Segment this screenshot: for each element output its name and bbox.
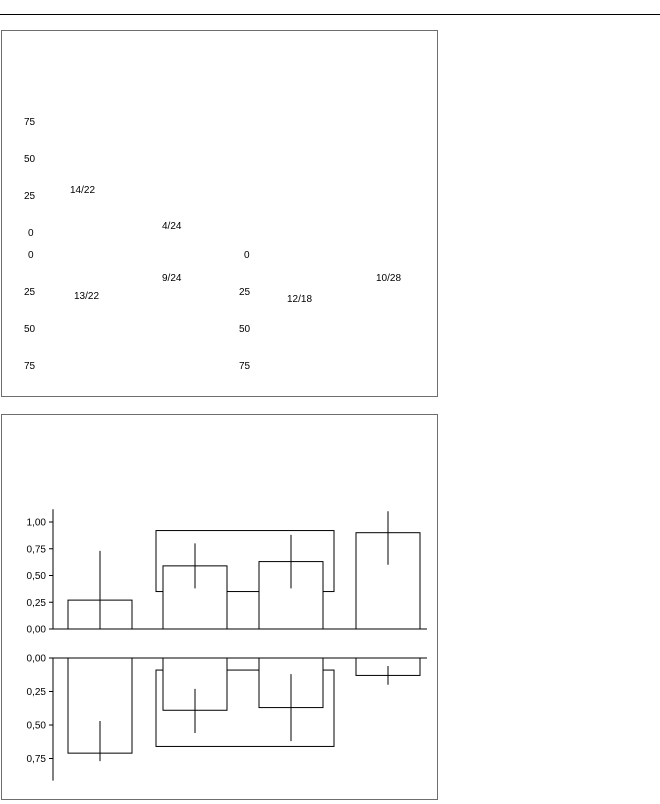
count-label: 10/28 (376, 273, 402, 284)
middle-axis-tick: 25 (239, 287, 251, 298)
middle-axis-tick: 75 (239, 361, 251, 372)
upper-tick-label: 1,00 (26, 517, 46, 529)
upper-tick-label: 0,75 (26, 544, 46, 556)
bar-chart-panel (1, 414, 438, 800)
left-axis-lower-tick: 50 (24, 324, 36, 335)
left-axis-upper-tick: 50 (24, 154, 36, 165)
left-axis-upper-tick: 75 (24, 117, 36, 128)
upper-tick-label: 0,50 (26, 571, 46, 582)
left-axis-lower-tick: 0 (28, 250, 34, 261)
count-panel (1, 30, 438, 397)
lower-tick-label: 0,50 (26, 720, 46, 732)
page-top-rule (0, 14, 660, 15)
middle-axis-tick: 0 (244, 250, 250, 261)
lower-tick-label: 0,75 (26, 754, 46, 765)
left-axis-lower-tick: 75 (24, 361, 36, 372)
count-label: 14/22 (70, 185, 96, 196)
left-axis-upper-tick: 25 (24, 191, 36, 202)
upper-tick-label: 0,00 (26, 624, 46, 636)
lower-tick-label: 0,25 (26, 687, 46, 698)
count-label: 13/22 (74, 291, 100, 302)
count-label: 12/18 (287, 294, 313, 305)
middle-axis-tick: 50 (239, 324, 251, 335)
left-axis-upper-tick: 0 (28, 228, 34, 239)
mirrored-bar-chart (2, 415, 437, 799)
left-axis-lower-tick: 25 (24, 287, 36, 298)
upper-tick-label: 0,25 (26, 597, 46, 609)
count-label: 9/24 (162, 273, 182, 284)
count-label: 4/24 (162, 221, 182, 232)
lower-tick-label: 0,00 (26, 653, 46, 665)
